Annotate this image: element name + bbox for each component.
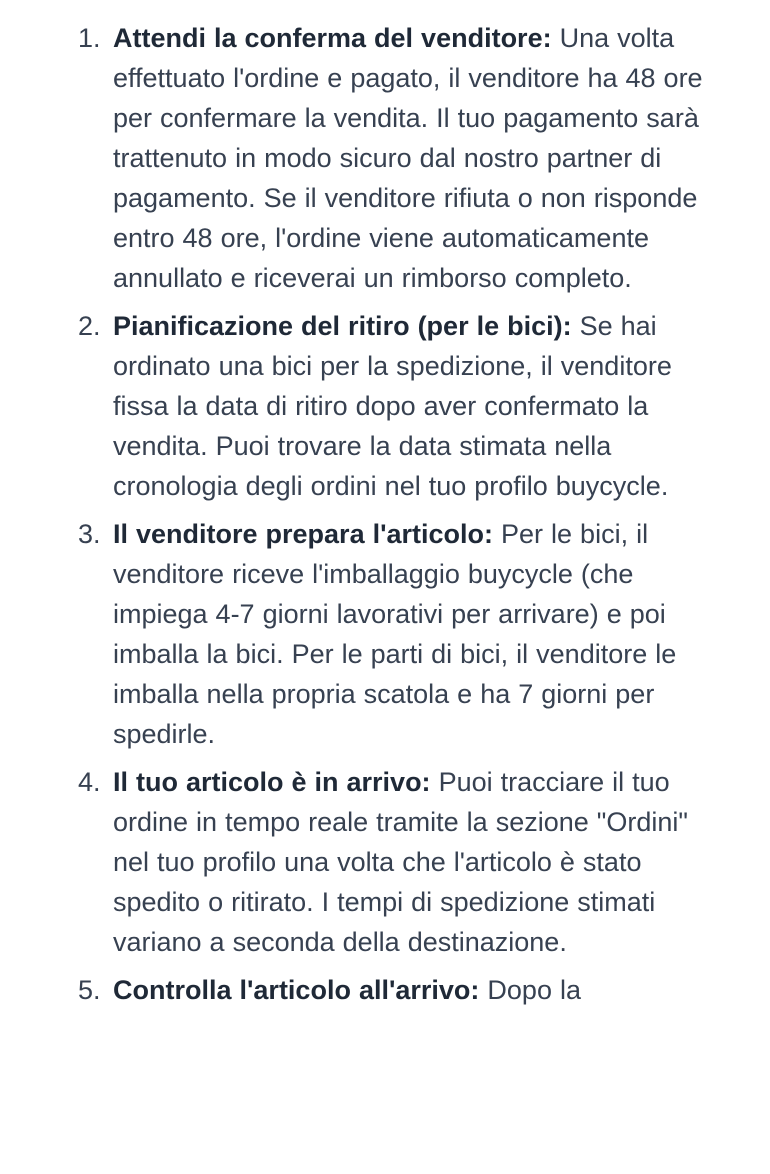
step-item-4	[0, 762, 770, 962]
step-text: Puoi tracciare il tuo ordine in tempo reale tramite la sezione "Ordini" nel tuo profilo una volta che l'articolo è stato spedito o ritirato. I tempi di spedizione stimati variano a seconda della destinazione.	[113, 767, 688, 957]
step-title: Attendi la conferma del venditore:	[113, 23, 560, 53]
step-number: 5.	[78, 975, 101, 1005]
step-title: Pianificazione del ritiro (per le bici):	[113, 311, 580, 341]
step-title: Il tuo articolo è in arrivo:	[113, 767, 439, 797]
step-text: Dopo la	[487, 975, 581, 1005]
step-number: 2.	[78, 311, 101, 341]
step-item-1	[0, 18, 770, 298]
step-number: 4.	[78, 767, 101, 797]
step-number: 3.	[78, 519, 101, 549]
step-item-3	[0, 514, 770, 754]
step-text: Una volta effettuato l'ordine e pagato, il venditore ha 48 ore per confermare la vendita. Il tuo pagamento sarà trattenuto in modo sicuro dal nostro partner di pagamento. Se il venditore rifiuta o non risponde entro 48 ore, l'ordine viene automaticamente annullato e riceverai un rimborso completo.	[113, 23, 703, 293]
step-title: Il venditore prepara l'articolo:	[113, 519, 502, 549]
steps-list	[0, 18, 770, 1018]
step-item-2	[0, 306, 770, 506]
step-item-5	[0, 970, 770, 1010]
step-title: Controlla l'articolo all'arrivo:	[113, 975, 488, 1005]
step-number: 1.	[78, 23, 101, 53]
step-text: Se hai ordinato una bici per la spedizione, il venditore fissa la data di ritiro dopo aver confermato la vendita. Puoi trovare la data stimata nella cronologia degli ordini nel tuo profilo buycycle.	[113, 311, 672, 501]
step-text: Per le bici, il venditore riceve l'imballaggio buycycle (che impiega 4-7 giorni lavorativi per arrivare) e poi imballa la bici. Per le parti di bici, il venditore le imballa nella propria scatola e ha 7 giorni per spedirle.	[113, 519, 677, 749]
